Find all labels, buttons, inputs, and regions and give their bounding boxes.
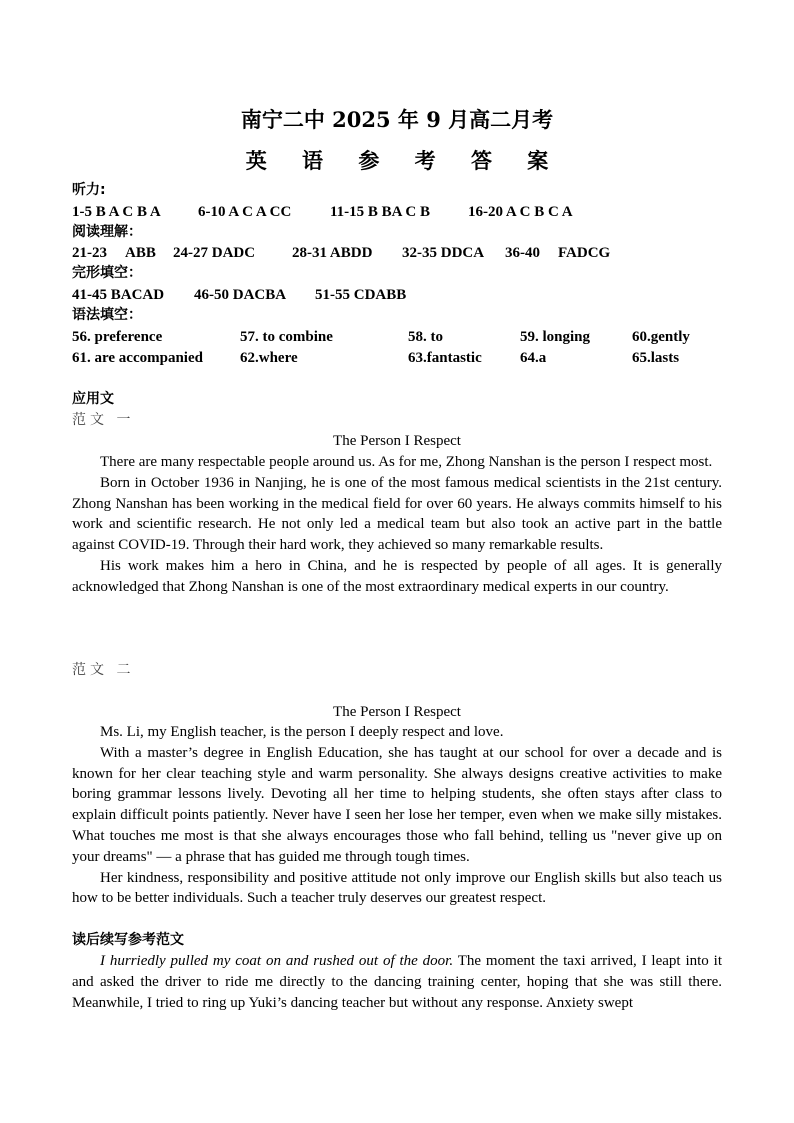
cloze-group: 41-45 BACAD (72, 287, 165, 303)
continuation-paragraph (72, 951, 722, 1013)
reading-group: 21-23 (72, 245, 107, 261)
sample-1-paragraph: Born in October 1936 in Nanjing, he is one of the most famous medical scientists in the 21st century. Zhong Nanshan has been working in the medical field for over 60 years. He always commits himself to his work and scientific research. He not only led a medical team but also took an active part in the battle against COVID-19. Through their hard work, they achieved so many remarkable results. (72, 474, 722, 554)
listening-group: 6-10 A C A CC (198, 204, 292, 220)
page-subtitle: 英 语 参 考 答 案 (245, 148, 563, 173)
grammar-answer: 61. are accompanied (72, 350, 203, 366)
continuation-text: The moment the taxi arrived, I leapt into it and asked the driver to ride me directly to the dancing training center, hoping that she was still there. Meanwhile, I tried to ring up Yuki’s dancing teacher but without any response. Anxiety swept (72, 953, 722, 1011)
reading-group: FADCG (558, 245, 611, 261)
listening-group: 11-15 B BA C B (330, 204, 431, 220)
reading-group: ABB (125, 245, 156, 261)
cloze-group: 46-50 DACBA (194, 287, 287, 303)
sample-2-paragraph: Ms. Li, my English teacher, is the person I deeply respect and love. (100, 724, 504, 740)
reading-group: 24-27 DADC (173, 245, 256, 261)
sample-1-body (72, 452, 722, 598)
grammar-answer: 57. to combine (240, 329, 333, 345)
page-title: 南宁二中 2025 年 9 月高二月考 (240, 107, 554, 132)
sample-1-title: The Person I Respect (333, 433, 461, 449)
grammar-answer: 63.fantastic (408, 350, 482, 366)
grammar-answer: 60.gently (632, 329, 690, 345)
continuation-opening: I hurriedly pulled my coat on and rushed out of the door. (100, 953, 454, 969)
grammar-answer: 62.where (240, 350, 298, 366)
cloze-group: 51-55 CDABB (315, 287, 407, 303)
reading-group: 36-40 (505, 245, 540, 261)
writing-label: 应用文 (72, 391, 114, 407)
sample-1-paragraph: His work makes him a hero in China, and he is respected by people of all ages. It is generally acknowledged that Zhong Nanshan is one of the most extraordinary medical experts in our country. (72, 557, 722, 595)
listening-label: 听力: (72, 182, 106, 198)
cloze-label: 完形填空： (72, 265, 142, 281)
reading-label: 阅读理解： (72, 224, 142, 240)
grammar-answer: 59. longing (520, 329, 591, 345)
reading-group: 32-35 DDCA (402, 245, 485, 261)
grammar-label: 语法填空： (72, 307, 142, 323)
sample-1-label: 范文 一 (72, 412, 135, 428)
continuation-label: 读后续写参考范文 (72, 932, 184, 948)
sample-2-paragraph: Her kindness, responsibility and positive attitude not only improve our English skills but also teach us how to be better individuals. Such a teacher truly deserves our greatest respect. (72, 869, 722, 907)
sample-2-title: The Person I Respect (333, 704, 461, 720)
sample-1-paragraph: There are many respectable people around us. As for me, Zhong Nanshan is the person I respect most. (100, 454, 713, 470)
sample-2-label: 范文 二 (72, 662, 135, 678)
listening-group: 16-20 A C B C A (468, 204, 573, 220)
continuation-body (72, 951, 722, 1013)
sample-2-body (72, 722, 722, 909)
reading-group: 28-31 ABDD (292, 245, 373, 261)
grammar-answer: 64.a (520, 350, 547, 366)
grammar-answer: 58. to (408, 329, 443, 345)
listening-group: 1-5 B A C B A (72, 204, 161, 220)
sample-2-paragraph: With a master’s degree in English Education, she has taught at our school for over a decade and is known for her clear teaching style and warm personality. She always designs creative activities to make boring grammar lessons lively. Devoting all her time to helping students, she often stays after class to explain difficult points patiently. Never have I seen her lose her temper, even when we make silly mistakes. What touches me most is that she always encourages those who fall behind, telling us "never give up on your dreams" — a phrase that has guided me through tough times. (72, 744, 722, 865)
grammar-answer: 65.lasts (632, 350, 680, 366)
grammar-answer: 56. preference (72, 329, 163, 345)
